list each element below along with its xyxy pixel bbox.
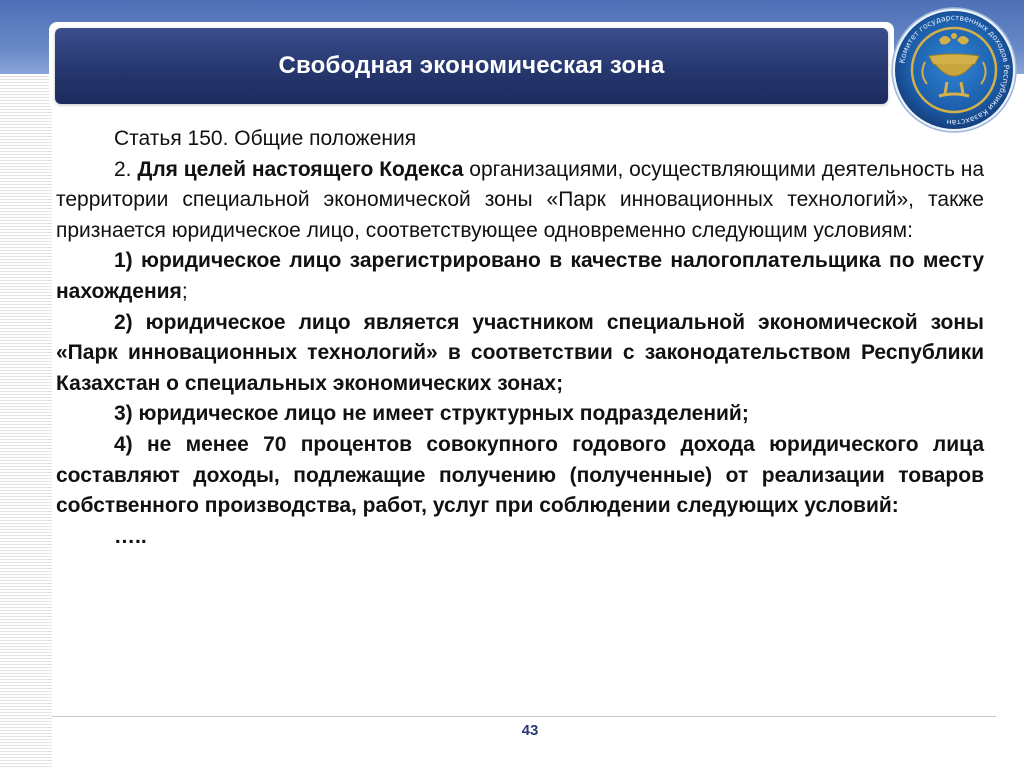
left-stripes-decoration	[0, 74, 52, 768]
page-number: 43	[521, 722, 539, 739]
condition-1-text: 1) юридическое лицо зарегистрировано в качестве налогоплательщика по месту нахождения	[56, 249, 984, 303]
emblem-ring-text: Комитет государственных доходов Республики Казахстан	[897, 12, 1012, 128]
condition-3: 3) юридическое лицо не имеет структурных подразделений;	[114, 402, 749, 426]
condition-1-tail: ;	[181, 279, 188, 303]
paragraph-2-bold: Для целей настоящего Кодекса	[137, 157, 464, 181]
paragraph-2	[56, 155, 984, 247]
slide-title: Свободная экономическая зона	[278, 52, 665, 79]
condition-2: 2) юридическое лицо является участником специальной экономической зоны «Парк инновационных технологий» в соответствии с законодательством Республики Казахстан о специальных экономических зонах;	[56, 310, 984, 395]
article-heading: Статья 150. Общие положения	[114, 127, 417, 150]
condition-4: 4) не менее 70 процентов совокупного годового дохода юридического лица составляют доходы, подлежащие получению (полученные) от реализации товаров собственного производства, работ, услуг при соблюдении следующих условий:	[56, 432, 984, 518]
condition-1	[56, 246, 984, 307]
footer-divider	[52, 716, 996, 717]
ellipsis: …..	[114, 524, 147, 548]
paragraph-2-text: организациями, осуществляющими деятельность на территории специальной экономической зоны «Парк инновационных технологий», также признается юридическое лицо, соответствующее одновременно следующим условиям:	[56, 157, 984, 242]
emblem-logo	[889, 6, 1019, 134]
title-bar	[55, 28, 888, 104]
paragraph-2-number: 2.	[114, 157, 138, 181]
article-text	[56, 124, 984, 552]
